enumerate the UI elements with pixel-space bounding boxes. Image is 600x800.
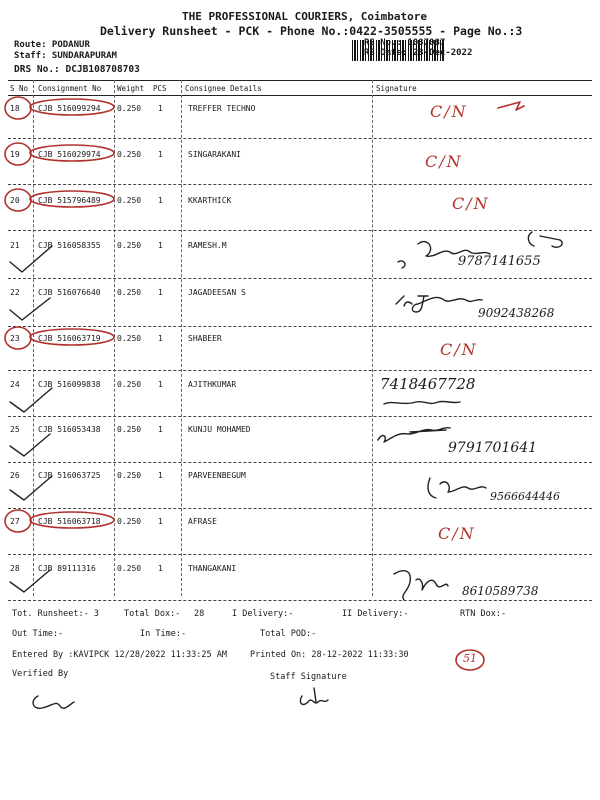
column-header-weight: Weight (117, 84, 145, 93)
row-consignment: CJB 516063719 (38, 334, 101, 343)
entered-by: Entered By :KAVIPCK 12/28/2022 11:33:25 AM (12, 650, 227, 660)
rs-date: RS Date: 28-Dec-2022 (364, 48, 473, 58)
row-divider (8, 138, 592, 139)
red-scribble (498, 102, 524, 110)
handwritten-phone: 9566644446 (490, 490, 560, 503)
row-weight: 0.250 (117, 564, 142, 573)
drs-number: DRS No.: DCJB108708703 (14, 64, 140, 75)
row-pcs: 1 (158, 150, 163, 159)
row-pcs: 1 (158, 380, 163, 389)
row-consignee: PARVEENBEGUM (188, 471, 246, 480)
signature-scribble (394, 571, 448, 600)
row-consignment: CJB 516053438 (38, 425, 101, 434)
row-divider (8, 370, 592, 371)
row-weight: 0.250 (117, 334, 142, 343)
row-pcs: 1 (158, 104, 163, 113)
row-consignee: AFRASE (188, 517, 217, 526)
row-consignee: KUNJU MOHAMED (188, 425, 251, 434)
row-pcs: 1 (158, 471, 163, 480)
signature-scribble (396, 296, 482, 312)
row-pcs: 1 (158, 425, 163, 434)
row-weight: 0.250 (117, 517, 142, 526)
handwritten-cn-mark: C/N (430, 102, 468, 121)
row-sno: 27 (10, 517, 20, 526)
column-divider (181, 80, 182, 596)
row-weight: 0.250 (117, 471, 142, 480)
row-consignee: AJITHKUMAR (188, 380, 237, 389)
staff-signature-label: Staff Signature (270, 672, 347, 682)
row-weight: 0.250 (117, 150, 142, 159)
column-divider (372, 80, 373, 596)
row-consignee: KKARTHICK (188, 196, 232, 205)
rs-number: RS No.: 1087087 (364, 38, 446, 48)
staff-signature (300, 688, 328, 704)
verified-by-label: Verified By (12, 669, 69, 679)
verified-signature (33, 696, 74, 708)
row-sno: 18 (10, 104, 20, 113)
ii-delivery-label: II Delivery:- (342, 609, 409, 619)
row-weight: 0.250 (117, 380, 142, 389)
row-sno: 21 (10, 241, 20, 250)
i-delivery-label: I Delivery:- (232, 609, 294, 619)
row-pcs: 1 (158, 288, 163, 297)
column-divider (114, 80, 115, 596)
route-label: Route: PODANUR (14, 40, 90, 50)
out-time-label: Out Time:- (12, 629, 64, 639)
row-sno: 22 (10, 288, 20, 297)
row-pcs: 1 (158, 517, 163, 526)
row-pcs: 1 (158, 196, 163, 205)
handwritten-cn-mark: C/N (452, 194, 490, 213)
row-sno: 23 (10, 334, 20, 343)
handwritten-phone: 7418467728 (380, 375, 476, 393)
column-divider (33, 80, 34, 596)
total-runsheet: Tot. Runsheet:- 3 (12, 609, 99, 619)
tick-mark (10, 570, 50, 592)
row-divider (8, 278, 592, 279)
row-consignment: CJB 516063725 (38, 471, 101, 480)
column-header-consignment: Consignment No (38, 84, 102, 93)
row-consignee: SINGARAKANI (188, 150, 241, 159)
row-consignee: JAGADEESAN S (188, 288, 246, 297)
signature-scribble (378, 428, 450, 442)
column-header-consignee: Consignee Details (185, 84, 262, 93)
row-consignment: CJB 516058355 (38, 241, 101, 250)
printed-on: Printed On: 28-12-2022 11:33:30 (250, 650, 409, 660)
row-consignee: RAMESH.M (188, 241, 227, 250)
column-header-signature: Signature (376, 84, 417, 93)
row-sno: 28 (10, 564, 20, 573)
row-consignment: CJB 516099838 (38, 380, 101, 389)
row-weight: 0.250 (117, 196, 142, 205)
row-consignee: THANGAKANI (188, 564, 237, 573)
row-weight: 0.250 (117, 104, 142, 113)
row-divider (8, 326, 592, 327)
row-consignee: TREFFER TECHNO (188, 104, 256, 113)
staff-label: Staff: SUNDARAPURAM (14, 51, 117, 61)
row-weight: 0.250 (117, 288, 142, 297)
column-header-sno: S No (10, 84, 29, 93)
handwritten-phone: 8610589738 (462, 584, 539, 598)
row-divider (8, 416, 592, 417)
table-header-border (8, 95, 592, 96)
tick-mark (10, 388, 52, 412)
signature-scribble (384, 401, 460, 404)
total-pod-label: Total POD:- (260, 629, 317, 639)
row-divider (8, 230, 592, 231)
handwritten-phone: 9092438268 (478, 306, 555, 320)
document-subtitle: Delivery Runsheet - PCK - Phone No.:0422-3505555 - Page No.:3 (100, 24, 523, 38)
signature-scribble (528, 232, 562, 247)
total-dox-label: Total Dox:- (124, 609, 181, 619)
column-header-pcs: PCS (153, 84, 167, 93)
row-weight: 0.250 (117, 241, 142, 250)
row-consignment: CJB 89111316 (38, 564, 96, 573)
row-sno: 19 (10, 150, 20, 159)
in-time-label: In Time:- (140, 629, 187, 639)
table-top-border (8, 80, 592, 81)
row-consignee: SHABEER (188, 334, 222, 343)
handwritten-phone: 9791701641 (448, 440, 538, 456)
row-consignment: CJB 516076640 (38, 288, 101, 297)
tick-mark (10, 298, 50, 320)
signature-scribble (428, 478, 486, 498)
total-dox-value: 28 (194, 609, 205, 619)
document-title: THE PROFESSIONAL COURIERS, Coimbatore (182, 10, 428, 23)
row-divider (8, 508, 592, 509)
row-pcs: 1 (158, 241, 163, 250)
row-consignment: CJB 516099294 (38, 104, 101, 113)
row-weight: 0.250 (117, 425, 142, 434)
page-mark: 51 (463, 652, 477, 665)
row-pcs: 1 (158, 564, 163, 573)
tick-mark (10, 434, 50, 456)
row-divider (8, 554, 592, 555)
handwritten-cn-mark: C/N (425, 152, 463, 171)
row-sno: 20 (10, 196, 20, 205)
row-divider (8, 462, 592, 463)
row-consignment: CJB 515796489 (38, 196, 101, 205)
row-pcs: 1 (158, 334, 163, 343)
handwritten-phone: 9787141655 (458, 254, 541, 269)
row-sno: 24 (10, 380, 20, 389)
row-consignment: CJB 516063718 (38, 517, 101, 526)
handwritten-cn-mark: C/N (440, 340, 478, 359)
row-sno: 25 (10, 425, 20, 434)
rtn-dox-label: RTN Dox:- (460, 609, 507, 619)
row-divider (8, 600, 592, 601)
handwritten-cn-mark: C/N (438, 524, 476, 543)
row-divider (8, 184, 592, 185)
row-sno: 26 (10, 471, 20, 480)
row-consignment: CJB 516029974 (38, 150, 101, 159)
